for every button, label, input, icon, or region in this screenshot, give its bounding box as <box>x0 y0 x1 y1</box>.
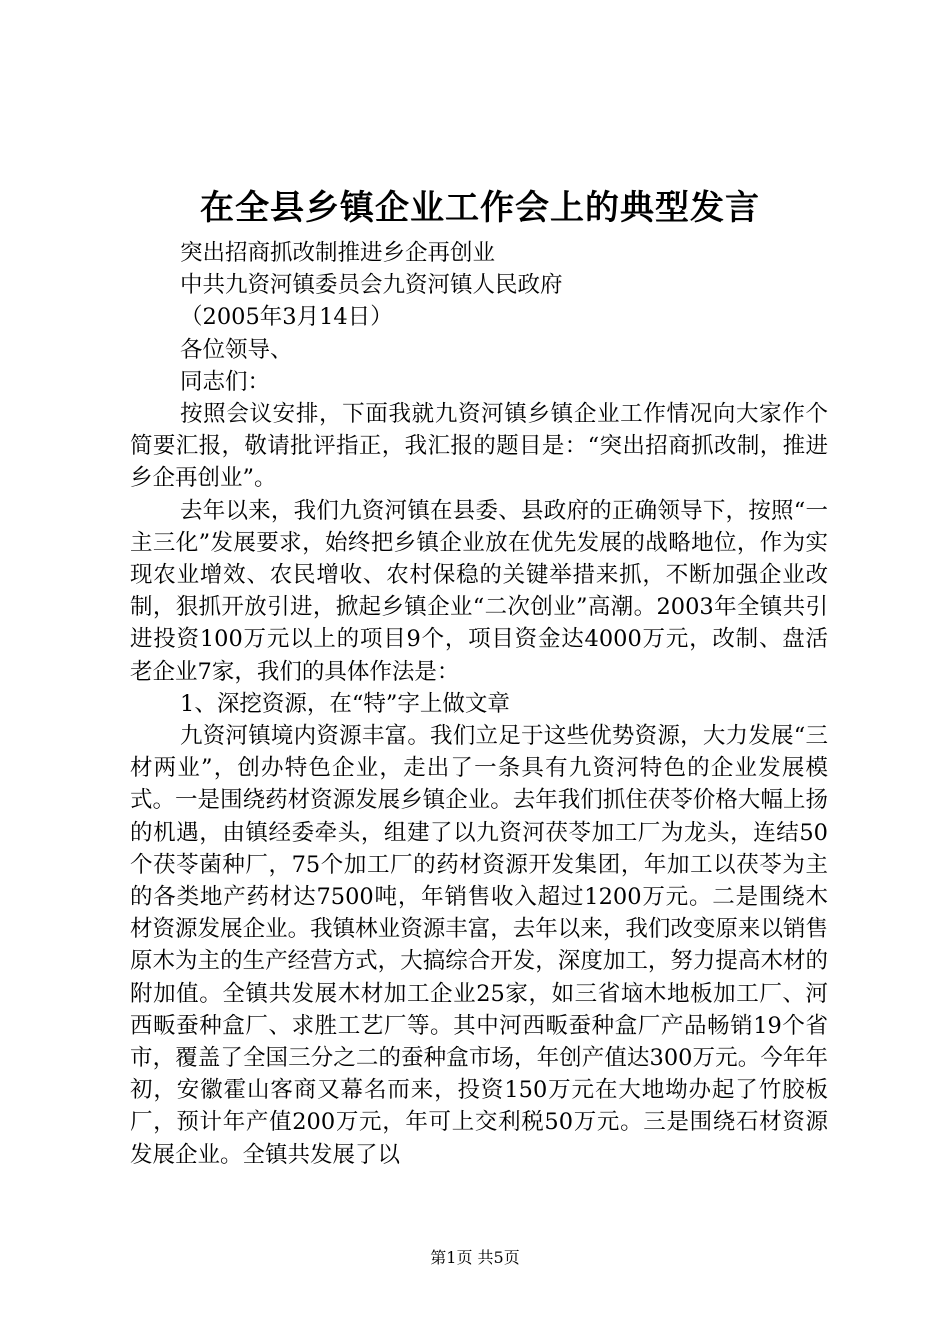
document-title: 在全县乡镇企业工作会上的典型发言 <box>200 188 760 228</box>
section-heading: 1、深挖资源，在“特”字上做文章 <box>180 690 510 717</box>
salutation-comrades: 同志们： <box>180 368 271 395</box>
paragraph: 去年以来，我们九资河镇在县委、县政府的正确领导下，按照“一主三化”发展要求，始终把乡镇企业放在优先发展的战略地位，作为实现农业增效、农民增收、农村保稳的关键举措来抓，不断加强企业改制，狠抓开放引进，掀起乡镇企业“二次创业”高潮。2003年全镇共引进投资100万元以上的项目9个，项目资金达4000万元，改制、盘活老企业7家，我们的具体作法是： <box>130 497 828 685</box>
document-date: （2005年3月14日） <box>180 304 393 331</box>
salutation-leaders: 各位领导、 <box>180 336 293 363</box>
page-footer: 第1页 共5页 <box>430 1248 520 1267</box>
document-author: 中共九资河镇委员会九资河镇人民政府 <box>180 272 563 299</box>
document-body <box>130 237 828 1171</box>
paragraph: 按照会议安排，下面我就九资河镇乡镇企业工作情况向大家作个简要汇报，敬请批评指正，我汇报的题目是：“突出招商抓改制，推进乡企再创业”。 <box>130 401 828 492</box>
paragraph: 九资河镇境内资源丰富。我们立足于这些优势资源，大力发展“三材两业”，创办特色企业，走出了一条具有九资河特色的企业发展模式。一是围绕药材资源发展乡镇企业。去年我们抓住茯苓价格大幅上扬的机遇，由镇经委牵头，组建了以九资河茯苓加工厂为龙头，连结50个茯苓菌种厂，75个加工厂的药材资源开发集团，年加工以茯苓为主的各类地产药材达7500吨，年销售收入超过1200万元。二是围绕木材资源发展企业。我镇林业资源丰富，去年以来，我们改变原来以销售原木为主的生产经营方式，大搞综合开发，深度加工，努力提高木材的附加值。全镇共发展木材加工企业25家，如三省垴木地板加工厂、河西畈蚕种盒厂、求胜工艺厂等。其中河西畈蚕种盒厂产品畅销19个省市，覆盖了全国三分之二的蚕种盒市场，年创产值达300万元。今年年初，安徽霍山客商又幕名而来，投资150万元在大地坳办起了竹胶板厂，预计年产值200万元，年可上交利税50万元。三是围绕石材资源发展企业。全镇共发展了以 <box>130 723 828 1168</box>
document-subtitle: 突出招商抓改制推进乡企再创业 <box>180 240 496 266</box>
